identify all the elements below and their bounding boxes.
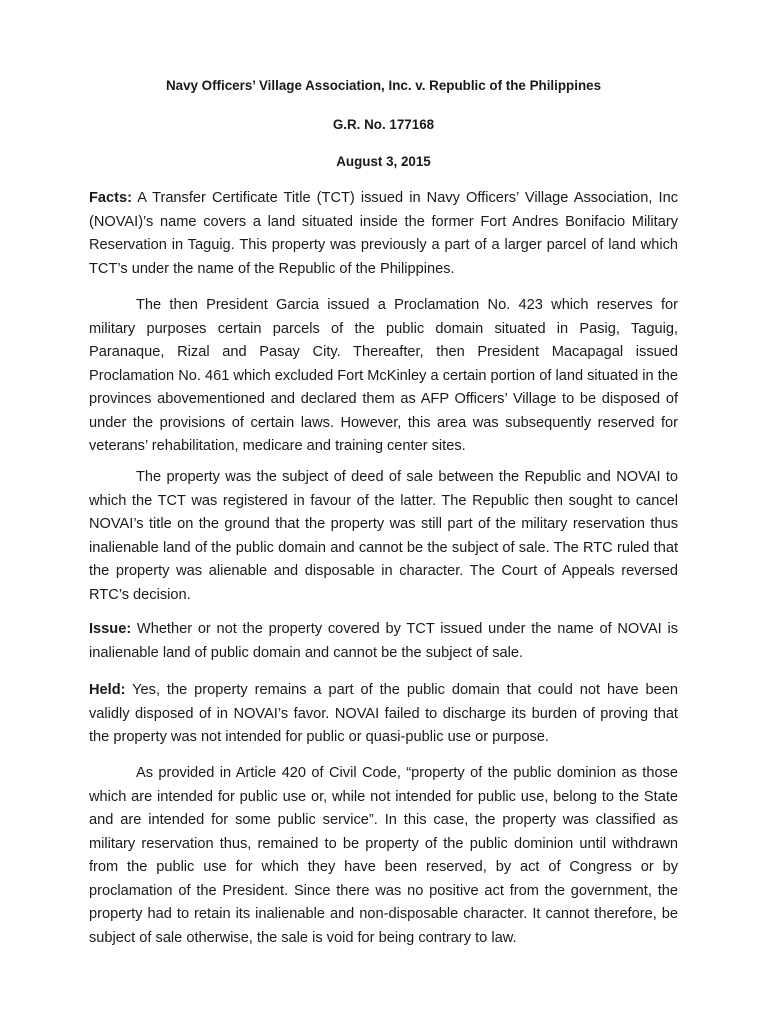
facts-paragraph [89,187,678,281]
held-label: Held: [89,682,126,698]
issue-paragraph [89,618,678,665]
facts-label: Facts: [89,190,132,206]
proclamation-paragraph: The then President Garcia issued a Proclamation No. 423 which reserves for military purposes certain parcels of the public domain situated in Pasig, Taguig, Paranaque, Rizal and Pasay City. Thereafter, then President Macapagal issued Proclamation No. 461 which excluded Fort McKinley a certain portion of land situated in the provinces abovementioned and declared them as AFP Officers’ Village to be disposed of under the provisions of certain laws. However, this area was subsequently reserved for veterans’ rehabilitation, medicare and training center sites. [89,297,678,454]
case-number: G.R. No. 177168 [332,117,435,132]
facts-text: A Transfer Certificate Title (TCT) issued in Navy Officers’ Village Association, Inc (NOVAI)’s name covers a land situated inside the former Fort Andres Bonifacio Military Reservation in Taguig. This property was previously a part of a larger parcel of land which TCT’s under the name of the Republic of the Philippines. [89,190,678,277]
deed-of-sale-paragraph: The property was the subject of deed of sale between the Republic and NOVAI to which the TCT was registered in favour of the latter. The Republic then sought to cancel NOVAI’s title on the ground that the property was still part of the military reservation thus inalienable land of the public domain and cannot be the subject of sale. The RTC ruled that the property was alienable and disposable in character. The Court of Appeals reversed RTC’s decision. [89,469,678,603]
case-date: August 3, 2015 [336,154,431,169]
held-text: Yes, the property remains a part of the public domain that could not have been validly disposed of in NOVAI’s favor. NOVAI failed to discharge its burden of proving that the property was not intended for public or quasi-public use or purpose. [89,682,678,745]
issue-label: Issue: [89,621,132,637]
held-paragraph [89,679,678,750]
civil-code-paragraph: As provided in Article 420 of Civil Code, “property of the public dominion as those which are intended for public use or, while not intended for public use, belong to the State and are intended for some public service”. In this case, the property was classified as military reservation thus, remained to be property of the public dominion until withdrawn from the public use for which they have been reserved, by act of Congress or by proclamation of the President. Since there was no positive act from the government, the property had to retain its inalienable and non-disposable character. It cannot therefore, be subject of sale otherwise, the sale is void for being contrary to law. [89,765,678,946]
case-title: Navy Officers’ Village Association, Inc. v. Republic of the Philippines [165,78,602,93]
issue-text: Whether or not the property covered by TCT issued under the name of NOVAI is inalienable land of public domain and cannot be the subject of sale. [89,621,678,661]
